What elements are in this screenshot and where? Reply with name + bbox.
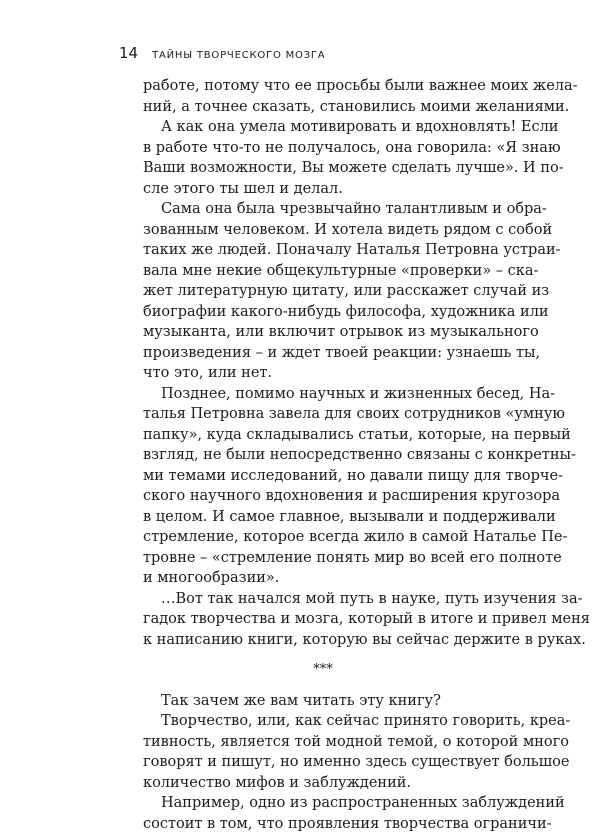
paragraph bbox=[143, 117, 503, 199]
text-line: количество мифов и заблуждений. bbox=[143, 773, 503, 794]
text-line: …Вот так начался мой путь в науке, путь изучения за- bbox=[143, 589, 503, 610]
text-line: произведения – и ждет твоей реакции: узнаешь ты, bbox=[143, 343, 503, 364]
paragraph bbox=[143, 76, 503, 117]
text-line: вала мне некие общекультурные «проверки» – ска- bbox=[143, 261, 503, 282]
paragraph bbox=[143, 384, 503, 589]
paragraph bbox=[143, 793, 503, 834]
running-header bbox=[119, 44, 325, 62]
text-line: таких же людей. Поначалу Наталья Петровна устраи- bbox=[143, 240, 503, 261]
text-line: состоит в том, что проявления творчества ограничи- bbox=[143, 814, 503, 834]
page-number: 14 bbox=[119, 44, 138, 62]
text-line: ского научного вдохновения и расширения кругозора bbox=[143, 486, 503, 507]
text-line: тивность, является той модной темой, о которой много bbox=[143, 732, 503, 753]
text-line: ми темами исследований, но давали пищу для творче- bbox=[143, 466, 503, 487]
text-line: Ваши возможности, Вы можете сделать лучше». И по- bbox=[143, 158, 503, 179]
text-line: Так зачем же вам читать эту книгу? bbox=[143, 691, 503, 712]
text-line: и многообразии». bbox=[143, 568, 503, 589]
text-line: гадок творчества и мозга, который в итоге и привел меня bbox=[143, 609, 503, 630]
text-line: зованным человеком. И хотела видеть рядом с собой bbox=[143, 220, 503, 241]
text-line: ний, а точнее сказать, становились моими желаниями. bbox=[143, 97, 503, 118]
text-line: взгляд, не были непосредственно связаны с конкретны- bbox=[143, 445, 503, 466]
text-line: папку», куда складывались статьи, которые, на первый bbox=[143, 425, 503, 446]
text-line: биографии какого-нибудь философа, художника или bbox=[143, 302, 503, 323]
running-title: ТАЙНЫ ТВОРЧЕСКОГО МОЗГА bbox=[152, 50, 325, 61]
text-line: музыканта, или включит отрывок из музыкального bbox=[143, 322, 503, 343]
text-line: что это, или нет. bbox=[143, 363, 503, 384]
section-separator: *** bbox=[143, 660, 503, 681]
text-line: Например, одно из распространенных заблуждений bbox=[143, 793, 503, 814]
text-line: говорят и пишут, но именно здесь существует большое bbox=[143, 752, 503, 773]
text-line: Творчество, или, как сейчас принято говорить, креа- bbox=[143, 711, 503, 732]
paragraph bbox=[143, 691, 503, 712]
text-line: Позднее, помимо научных и жизненных бесед, На- bbox=[143, 384, 503, 405]
text-line: тровне – «стремление понять мир во всей его полноте bbox=[143, 548, 503, 569]
text-line: к написанию книги, которую вы сейчас держите в руках. bbox=[143, 630, 503, 651]
text-line: талья Петровна завела для своих сотрудников «умную bbox=[143, 404, 503, 425]
text-line: жет литературную цитату, или расскажет случай из bbox=[143, 281, 503, 302]
body-text bbox=[143, 76, 503, 834]
text-line: в работе что-то не получалось, она говорила: «Я знаю bbox=[143, 138, 503, 159]
text-line: сле этого ты шел и делал. bbox=[143, 179, 503, 200]
paragraph bbox=[143, 711, 503, 793]
paragraph bbox=[143, 199, 503, 384]
text-line: работе, потому что ее просьбы были важнее моих жела- bbox=[143, 76, 503, 97]
text-line: Сама она была чрезвычайно талантливым и обра- bbox=[143, 199, 503, 220]
text-line: в целом. И самое главное, вызывали и поддерживали bbox=[143, 507, 503, 528]
text-line: стремление, которое всегда жило в самой Наталье Пе- bbox=[143, 527, 503, 548]
paragraph bbox=[143, 589, 503, 651]
text-line: А как она умела мотивировать и вдохновлять! Если bbox=[143, 117, 503, 138]
